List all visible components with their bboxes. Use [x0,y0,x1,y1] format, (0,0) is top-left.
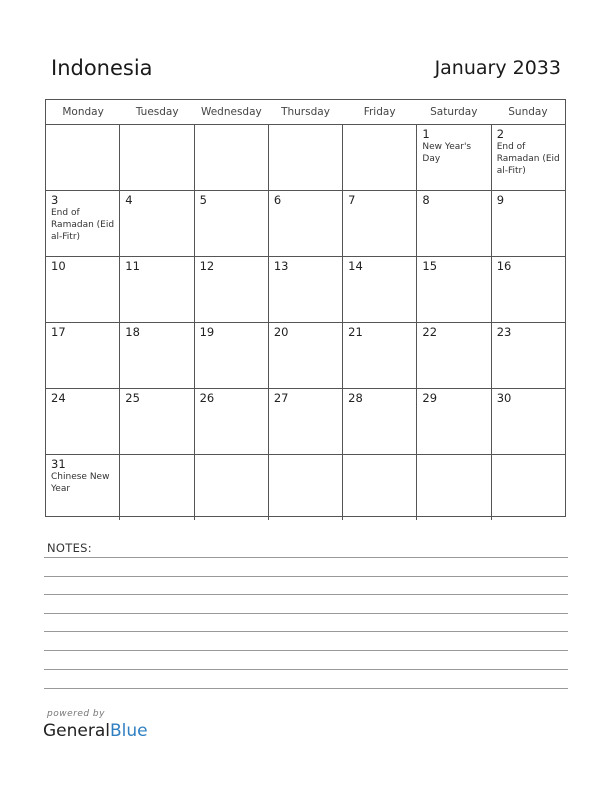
day-cell [492,191,565,256]
day-cell [120,389,194,454]
day-number: 20 [273,325,289,339]
day-number: 27 [273,391,289,405]
day-number: 22 [422,325,438,339]
day-number: 12 [199,259,215,273]
day-number: 31 [51,457,66,471]
day-number: 3 [51,193,59,207]
note-line [44,594,568,595]
day-cell [343,191,417,256]
day-number: 4 [125,193,133,207]
day-cell [343,455,417,520]
note-line [44,557,568,558]
day-cell [195,323,269,388]
day-cell [492,323,565,388]
holiday-label: End of Ramadan (Eid al-Fitr) [51,208,115,242]
day-number: 19 [199,325,215,339]
day-cell [195,191,269,256]
day-number: 23 [496,325,512,339]
day-number: 6 [273,193,282,207]
day-cell [343,125,417,190]
day-cell [46,257,120,322]
day-cell [417,323,491,388]
day-cell [343,323,417,388]
day-number: 29 [422,391,438,405]
note-line [44,688,568,689]
day-cell [417,125,491,190]
dow-thursday: Thursday [281,106,330,118]
day-cell [417,455,491,520]
day-number: 2 [496,127,505,141]
note-line [44,669,568,670]
note-line [44,631,568,632]
day-cell [46,191,120,256]
dow-friday: Friday [363,106,396,118]
holiday-label: Chinese New Year [51,472,110,494]
day-cell [195,389,269,454]
day-number: 18 [125,325,140,339]
day-number: 24 [51,391,66,405]
holiday-label: New Year's Day [422,142,472,164]
day-number: 26 [199,391,215,405]
brand-logo [43,721,148,741]
month-title: January 2033 [434,57,561,79]
notes-label: NOTES: [47,541,92,555]
day-number: 30 [496,391,512,405]
day-cell [195,455,269,520]
dow-sunday: Sunday [508,106,548,118]
day-cell [417,191,491,256]
day-number: 21 [348,325,363,339]
day-number: 8 [422,193,430,207]
day-number: 5 [199,193,207,207]
day-number: 9 [496,193,505,207]
calendar-weeks [46,125,565,520]
day-cell [269,125,343,190]
calendar-header-row [46,100,565,125]
day-cell [120,191,194,256]
day-cell [120,323,194,388]
day-cell [195,125,269,190]
brand-general-text: General [43,721,110,741]
calendar-week-row [46,323,565,389]
day-cell [269,191,343,256]
note-line [44,613,568,614]
dow-monday: Monday [62,106,104,118]
day-cell [120,257,194,322]
day-number: 25 [125,391,140,405]
day-number: 7 [348,193,356,207]
calendar-week-row [46,389,565,455]
brand-blue-text: Blue [110,721,148,741]
day-number: 10 [51,259,66,273]
day-cell [492,257,565,322]
day-cell [492,455,565,520]
day-cell [46,125,120,190]
day-cell [343,389,417,454]
day-cell [417,389,491,454]
calendar-week-row [46,191,565,257]
dow-wednesday: Wednesday [200,106,262,118]
day-number: 11 [125,259,140,273]
day-cell [492,125,565,190]
calendar-week-row [46,455,565,520]
day-number: 17 [51,325,66,339]
country-title: Indonesia [51,56,153,80]
day-number: 15 [422,259,438,273]
day-cell [492,389,565,454]
dow-saturday: Saturday [430,106,478,118]
note-line [44,650,568,651]
day-cell [46,323,120,388]
note-line [44,576,568,577]
day-cell [120,125,194,190]
calendar-grid [45,99,566,517]
day-cell [269,389,343,454]
day-cell [120,455,194,520]
calendar-week-row [46,125,565,191]
holiday-label: End of Ramadan (Eid al-Fitr) [496,142,560,176]
day-cell [269,323,343,388]
powered-by-text: powered by [47,709,105,719]
day-cell [269,257,343,322]
day-number: 28 [348,391,363,405]
day-number: 16 [496,259,512,273]
day-cell [343,257,417,322]
calendar-week-row [46,257,565,323]
day-cell [417,257,491,322]
dow-tuesday: Tuesday [135,106,179,118]
day-number: 1 [422,127,430,141]
day-cell [46,455,120,520]
day-number: 13 [273,259,289,273]
day-cell [195,257,269,322]
day-number: 14 [348,259,363,273]
day-cell [269,455,343,520]
day-cell [46,389,120,454]
